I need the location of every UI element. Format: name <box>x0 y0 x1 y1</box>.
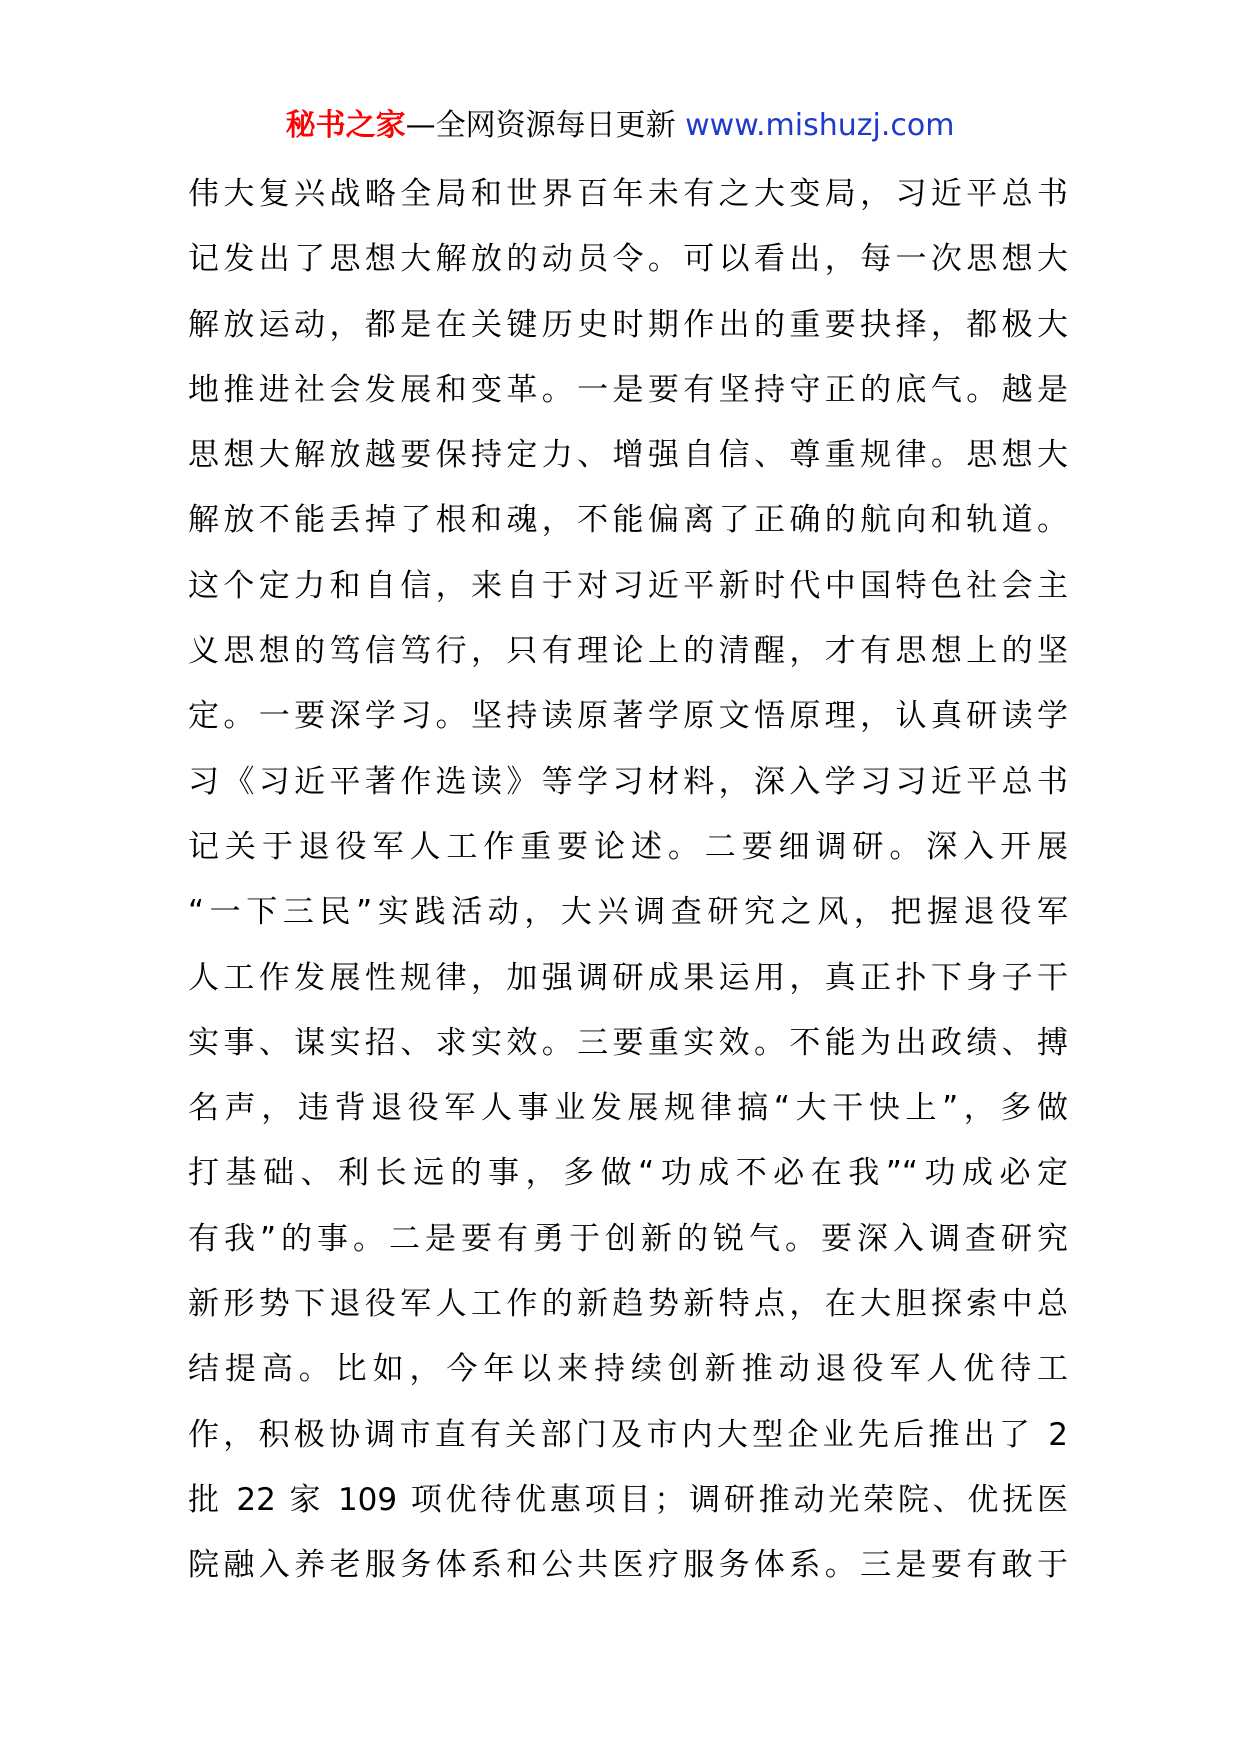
text-line: 人工作发展性规律，加强调研成果运用，真正扑下身子干 <box>188 959 1068 996</box>
text-line: 有我”的事。二是要有勇于创新的锐气。要深入调查研究 <box>188 1220 1068 1257</box>
site-url-link[interactable]: www.mishuzj.com <box>685 108 955 143</box>
text-line: 义思想的笃信笃行，只有理论上的清醒，才有思想上的坚 <box>188 633 1068 670</box>
text-line: 伟大复兴战略全局和世界百年未有之大变局，习近平总书 <box>188 176 1068 212</box>
text-line: 打基础、利长远的事，多做“功成不必在我”“功成必定 <box>188 1155 1068 1192</box>
text-line: 批 22 家 109 项优待优惠项目；调研推动光荣院、优抚医 <box>188 1481 1068 1518</box>
text-line: 记发出了思想大解放的动员令。可以看出，每一次思想大 <box>188 241 1068 278</box>
page-header <box>0 98 1240 154</box>
text-line: 解放运动，都是在关键历史时期作出的重要抉择，都极大 <box>188 306 1068 343</box>
text-line: 实事、谋实招、求实效。三要重实效。不能为出政绩、搏 <box>188 1024 1068 1061</box>
text-line: 思想大解放越要保持定力、增强自信、尊重规律。思想大 <box>188 437 1068 474</box>
text-line: 解放不能丢掉了根和魂，不能偏离了正确的航向和轨道。 <box>188 502 1068 539</box>
text-line: 院融入养老服务体系和公共医疗服务体系。三是要有敢于 <box>188 1547 1068 1584</box>
text-line: 记关于退役军人工作重要论述。二要细调研。深入开展 <box>188 828 1068 865</box>
text-line: 地推进社会发展和变革。一是要有坚持守正的底气。越是 <box>188 371 1068 408</box>
text-line: 习《习近平著作选读》等学习材料，深入学习习近平总书 <box>188 763 1068 800</box>
text-line: 作，积极协调市直有关部门及市内大型企业先后推出了 2 <box>188 1416 1068 1453</box>
document-body <box>188 162 1068 1599</box>
text-line: 新形势下退役军人工作的新趋势新特点，在大胆探索中总 <box>188 1286 1068 1323</box>
site-brand: 秘书之家 <box>285 108 406 143</box>
site-tagline: —全网资源每日更新 <box>405 108 676 143</box>
text-line: 结提高。比如，今年以来持续创新推动退役军人优待工 <box>188 1351 1068 1388</box>
text-line: “一下三民”实践活动，大兴调查研究之风，把握退役军 <box>188 894 1068 931</box>
text-line: 名声，违背退役军人事业发展规律搞“大干快上”，多做 <box>188 1090 1068 1127</box>
text-line: 这个定力和自信，来自于对习近平新时代中国特色社会主 <box>188 567 1068 604</box>
text-line: 定。一要深学习。坚持读原著学原文悟原理，认真研读学 <box>188 698 1068 735</box>
